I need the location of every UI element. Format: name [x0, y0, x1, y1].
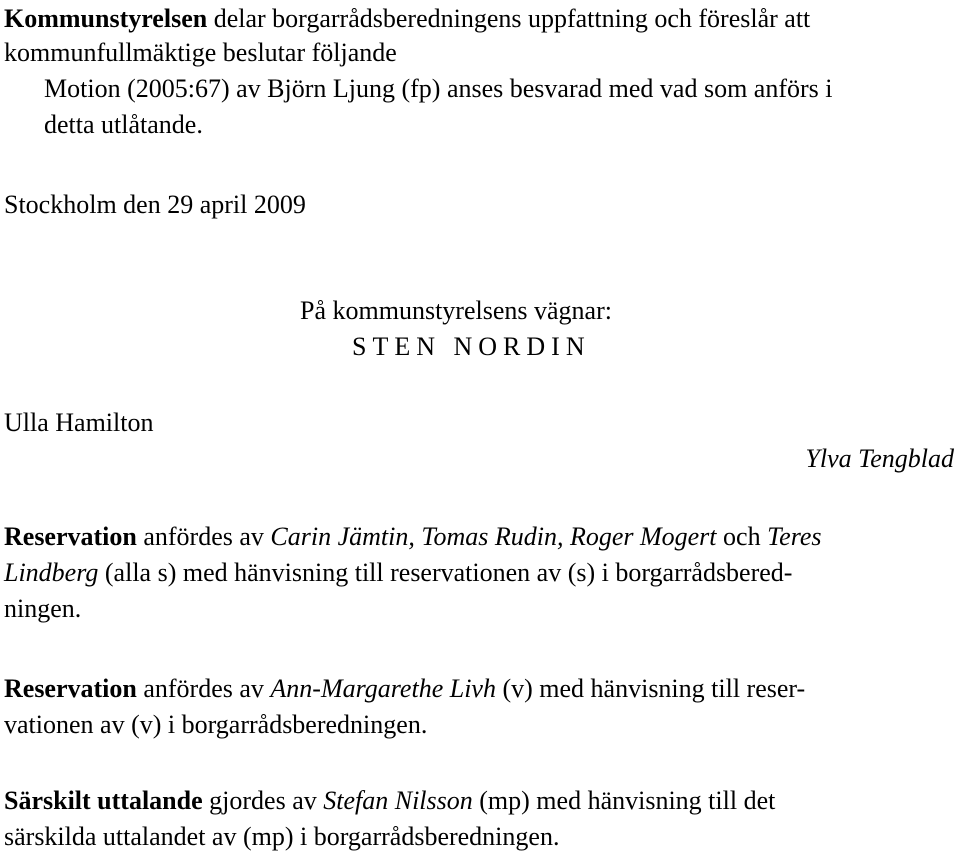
reservation-1-name-part: Lindberg	[4, 558, 99, 587]
reservation-2-line-2: vationen av (v) i borgarrådsberedningen.	[4, 710, 428, 739]
decision-line-1	[4, 4, 810, 34]
decision-lead-text: delar borgarrådsberedningens uppfattning och föreslår att	[207, 4, 811, 33]
motion-line-1: Motion (2005:67) av Björn Ljung (fp) anses besvarad med vad som anförs i	[44, 74, 833, 103]
on-behalf-text: På kommunstyrelsens vägnar:	[300, 296, 612, 325]
reservation-1-line-3: ningen.	[4, 594, 82, 623]
reservation-2-name: Ann-Margarethe Livh	[270, 674, 496, 703]
reservation-2-text: anfördes av	[136, 674, 271, 703]
statement-line-1	[4, 786, 775, 816]
reservation-1-names: Carin Jämtin, Tomas Rudin, Roger Mogert	[270, 522, 717, 551]
reservation-2-line-1	[4, 674, 805, 704]
reservation-1-line-1	[4, 522, 822, 552]
dateline: Stockholm den 29 april 2009	[4, 190, 306, 219]
motion-line-2: detta utlåtande.	[44, 110, 203, 139]
statement-text: gjordes av	[202, 786, 324, 815]
left-signatory: Ulla Hamilton	[4, 408, 154, 437]
statement-label: Särskilt uttalande	[4, 786, 203, 815]
reservation-1-text: (alla s) med hänvisning till reservationen av (s) i borgarrådsbered-	[98, 558, 793, 587]
statement-line-2: särskilda uttalandet av (mp) i borgarrådsberedningen.	[4, 822, 560, 851]
reservation-1-conjunction: och	[716, 522, 768, 551]
reservation-1-text: anfördes av	[136, 522, 271, 551]
reservation-1-line-2	[4, 558, 792, 588]
reservation-1-label: Reservation	[4, 522, 137, 551]
reservation-2-text: (v) med hänvisning till reser-	[495, 674, 806, 703]
decision-line-2: kommunfullmäktige beslutar följande	[4, 38, 397, 67]
reservation-1-name-part: Teres	[767, 522, 822, 551]
right-signatory: Ylva Tengblad	[805, 444, 954, 473]
decision-lead-bold: Kommunstyrelsen	[4, 4, 208, 33]
reservation-2-label: Reservation	[4, 674, 137, 703]
statement-text: (mp) med hänvisning till det	[472, 786, 776, 815]
statement-name: Stefan Nilsson	[323, 786, 473, 815]
chair-name: STEN NORDIN	[352, 332, 591, 361]
